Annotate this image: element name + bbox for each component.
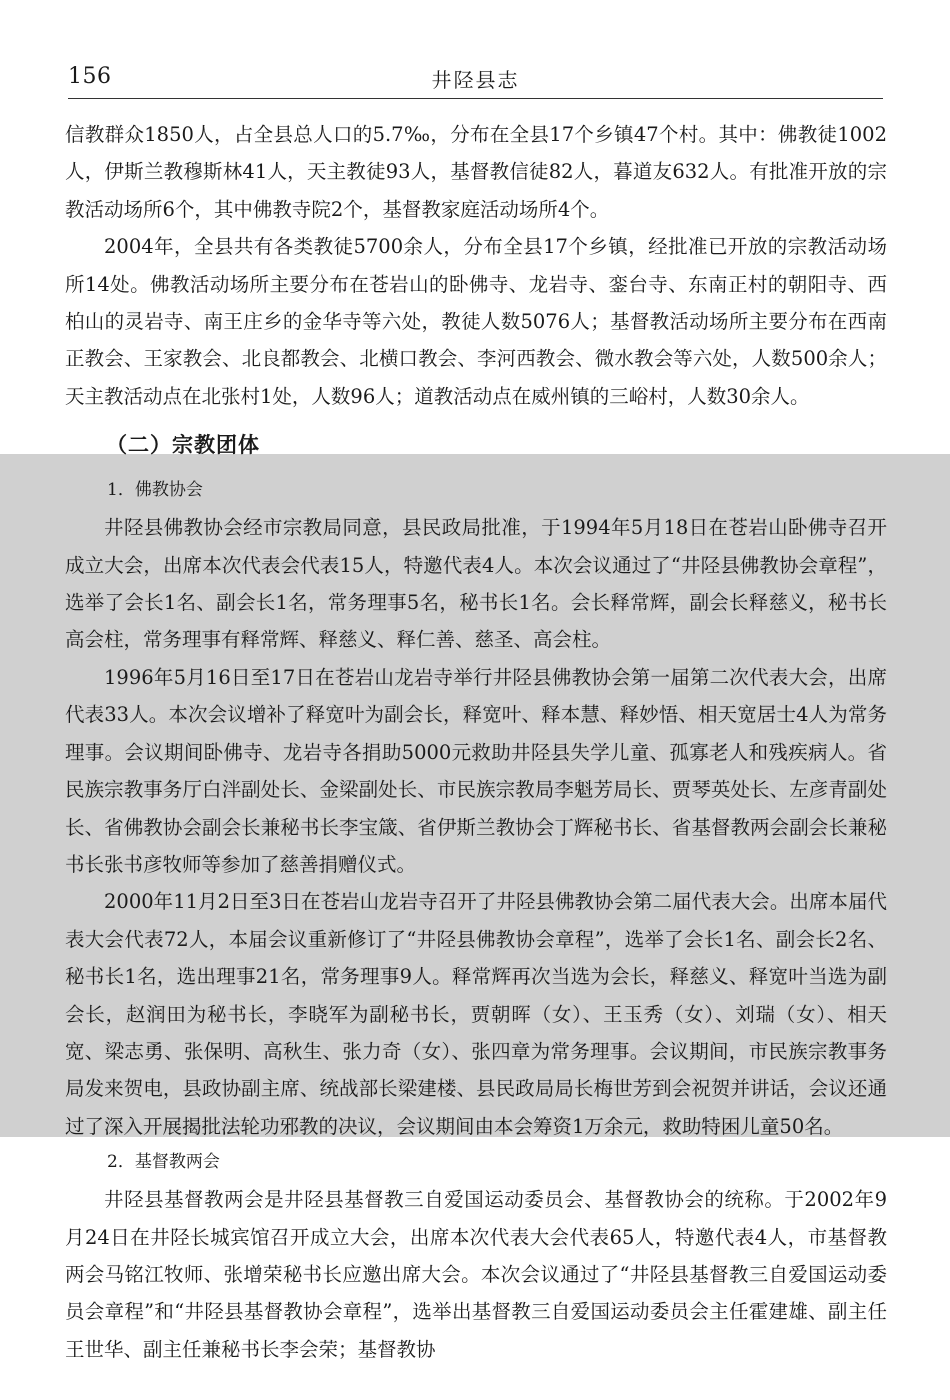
page-number: 156	[68, 64, 112, 89]
paragraph-buddhist-founding: 井陉县佛教协会经市宗教局同意，县民政局批准，于1994年5月18日在苍岩山卧佛寺召开成立大会，出席本次代表会代表15人，特邀代表4人。本次会议通过了“井陉县佛教协会章程”，选举了会长1名、副会长1名，常务理事5名，秘书长1名。会长释常辉，副会长释慈义，秘书长高会柱，常务理事有释常辉、释慈义、释仁善、慈圣、高会柱。	[65, 516, 887, 652]
paragraph-christian-councils: 井陉县基督教两会是井陉县基督教三自爱国运动委员会、基督教协会的统称。于2002年9月24日在井陉长城宾馆召开成立大会，出席本次代表大会代表65人，特邀代表4人，市基督教两会马铭江牧师、张增荣秘书长应邀出席大会。本次会议通过了“井陉县基督教三自爱国运动委员会章程”和“井陉县基督教协会章程”，选举出基督教三自爱国运动委员会主任霍建雄、副主任王世华、副主任兼秘书长李会荣；基督教协	[65, 1188, 887, 1361]
paragraph-2004-statistics: 2004年，全县共有各类教徒5700余人，分布全县17个乡镇，经批准已开放的宗教活动场所14处。佛教活动场所主要分布在苍岩山的卧佛寺、龙岩寺、銮台寺、东南正村的朝阳寺、西柏山的灵岩寺、南王庄乡的金华寺等六处，教徒人数5076人；基督教活动场所主要分布在西南正教会、王家教会、北良都教会、北横口教会、李河西教会、微水教会等六处，人数500余人；天主教活动点在北张村1处，人数96人；道教活动点在威州镇的三峪村，人数30余人。	[65, 235, 887, 408]
book-title: 井陉县志	[431, 68, 520, 92]
paragraph-buddhist-1996: 1996年5月16日至17日在苍岩山龙岩寺举行井陉县佛教协会第一届第二次代表大会，出席代表33人。本次会议增补了释宽叶为副会长，释宽叶、释本慧、释妙悟、相天宽居士4人为常务理事。会议期间卧佛寺、龙岩寺各捐助5000元救助井陉县失学儿童、孤寡老人和残疾病人。省民族宗教事务厅白泮副处长、金梁副处长、市民族宗教局李魁芳局长、贾琴英处长、左彦青副处长、省佛教协会副会长兼秘书长李宝箴、省伊斯兰教协会丁辉秘书长、省基督教两会副会长兼秘书长张书彦牧师等参加了慈善捐赠仪式。	[65, 665, 887, 876]
subsection-heading-christian-councils: 2．基督教两会	[107, 1152, 220, 1173]
subsection-heading-buddhist-association: 1．佛教协会	[107, 480, 203, 501]
section-heading-religious-groups: （二）宗教团体	[106, 433, 260, 458]
paragraph-buddhist-2000: 2000年11月2日至3日在苍岩山龙岩寺召开了井陉县佛教协会第二届代表大会。出席本届代表大会代表72人，本届会议重新修订了“井陉县佛教协会章程”，选举了会长1名、副会长2名、秘书长1名，选出理事21名，常务理事9人。释常辉再次当选为会长，释慈义、释宽叶当选为副会长，赵润田为秘书长，李晓军为副秘书长，贾朝晖（女）、王玉秀（女）、刘瑞（女）、相天宽、梁志勇、张保明、高秋生、张力奇（女）、张四章为常务理事。会议期间，市民族宗教事务局发来贺电，县政协副主席、统战部长梁建楼、县民政局局长梅世芳到会祝贺并讲话，会议还通过了深入开展揭批法轮功邪教的决议，会议期间由本会筹资1万余元，救助特困儿童50名。	[65, 890, 887, 1138]
page-body	[65, 116, 887, 1368]
paragraph-continued: 信教群众1850人，占全县总人口的5.7‰，分布在全县17个乡镇47个村。其中：佛教徒1002人，伊斯兰教穆斯林41人，天主教徒93人，基督教信徒82人，暮道友632人。有批准开放的宗教活动场所6个，其中佛教寺院2个，基督教家庭活动场所4个。	[65, 123, 887, 221]
page-header	[68, 62, 883, 99]
